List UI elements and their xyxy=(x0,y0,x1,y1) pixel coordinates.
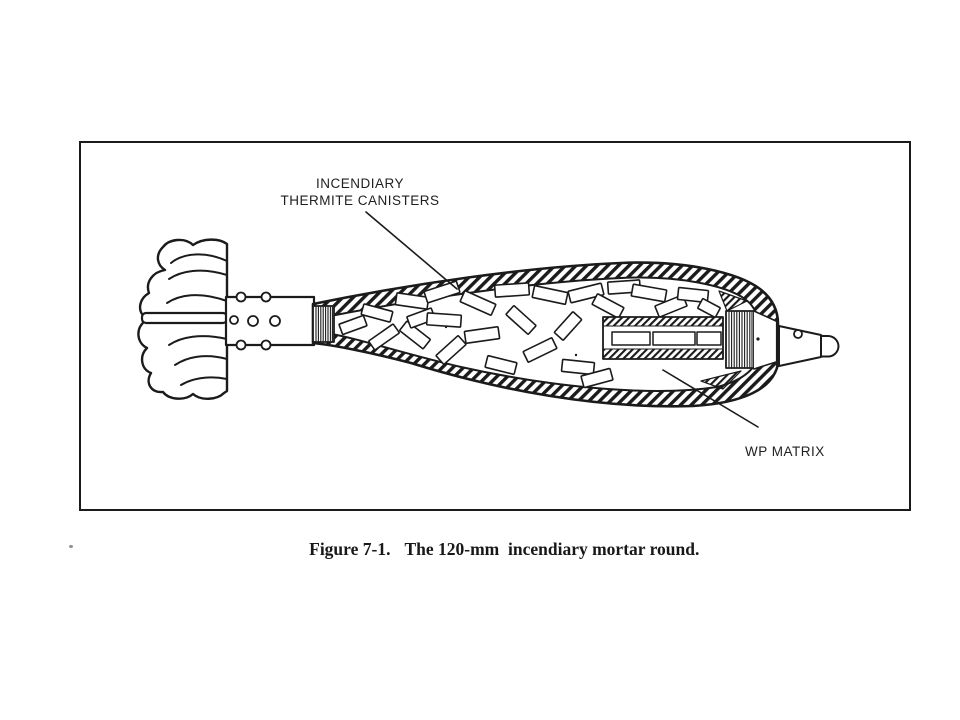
incendiary-label-line2: THERMITE CANISTERS xyxy=(280,193,440,208)
incendiary-thermite-label xyxy=(252,175,468,209)
scan-artifact-dot xyxy=(69,545,73,548)
perforated-boom-tube-drawing xyxy=(226,293,314,350)
incendiary-leader-line xyxy=(366,212,457,289)
figure-caption-text: The 120-mm incendiary mortar round. xyxy=(404,539,700,559)
wp-matrix-label: WP MATRIX xyxy=(745,444,825,459)
incendiary-label-line1: INCENDIARY xyxy=(315,176,405,191)
figure-caption xyxy=(80,518,911,581)
wp-matrix-assembly-drawing xyxy=(603,317,723,359)
nose-fuze-drawing xyxy=(754,311,839,369)
front-threaded-adapter-drawing xyxy=(726,311,754,368)
figure-number: Figure 7-1. xyxy=(309,539,391,559)
rear-threaded-joint-drawing xyxy=(313,306,334,342)
tail-fin-assembly-drawing xyxy=(138,240,227,399)
